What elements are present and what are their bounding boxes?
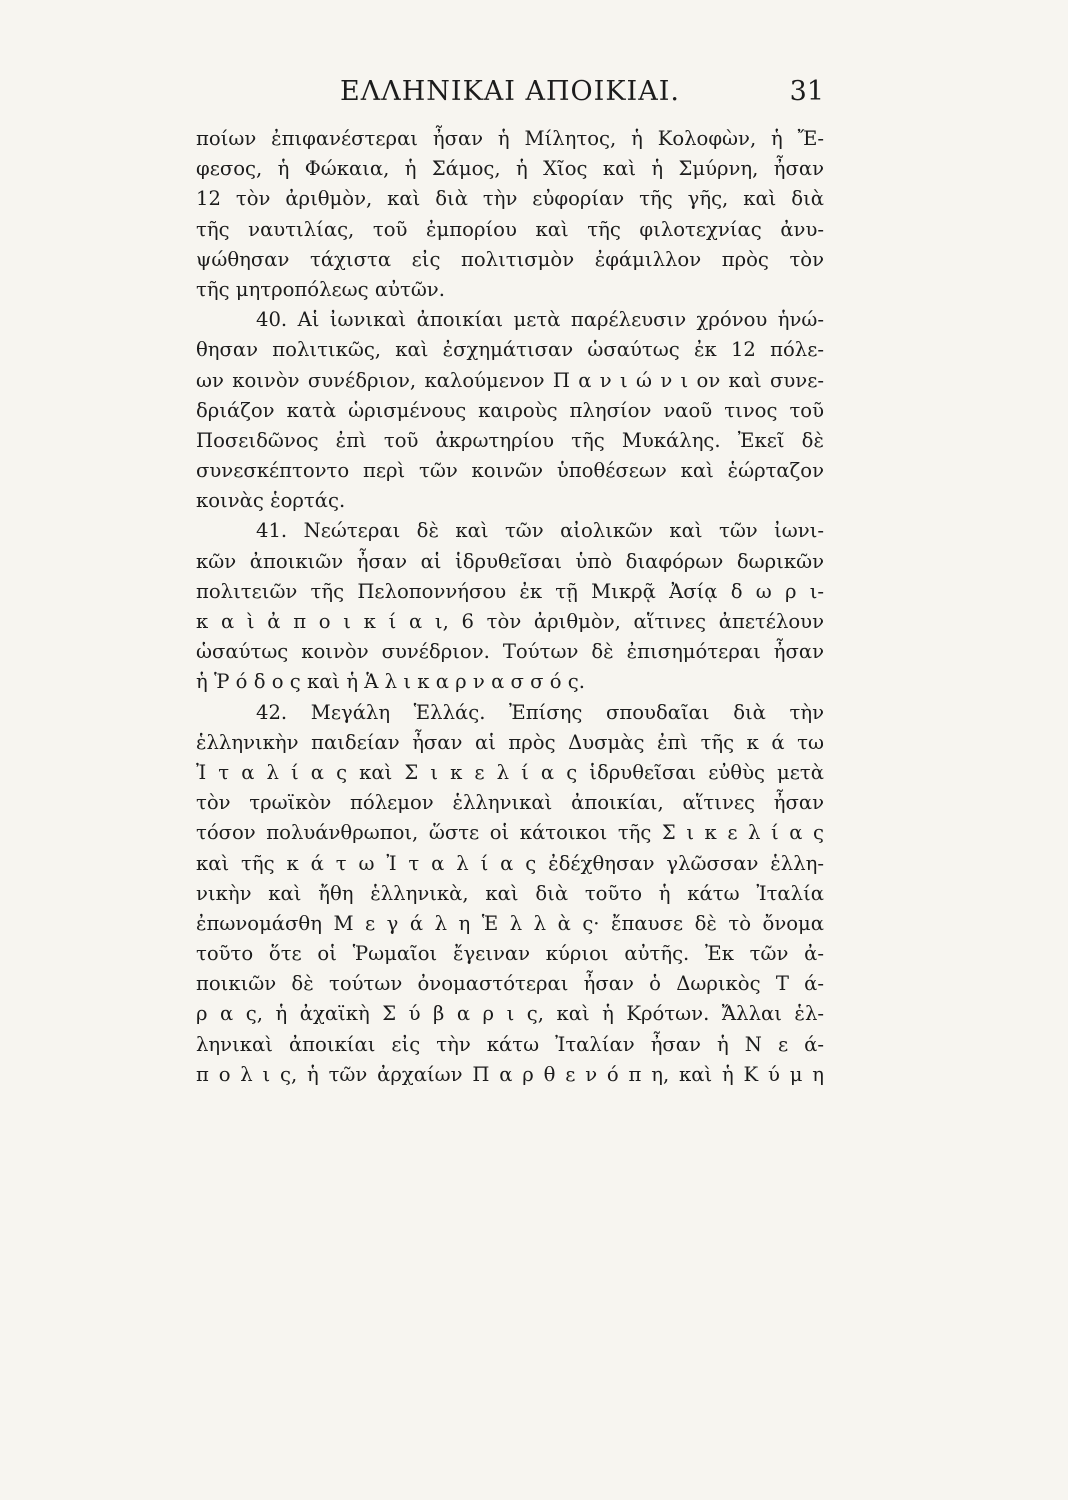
text-line: τόσον πολυάνθρωποι, ὥστε οἱ κάτοικοι τῆς Σ ι κ ε λ ί α ς bbox=[196, 821, 824, 845]
text-line: τὸν τρωϊκὸν πόλεμον ἑλληνικαὶ ἀποικίαι, αἵτινες ἦσαν bbox=[196, 791, 824, 815]
text-line: κ α ὶ ἀ π ο ι κ ί α ι, 6 τὸν ἀριθμὸν, αἵτινες ἀπετέλουν bbox=[196, 610, 824, 633]
page-number: 31 bbox=[789, 76, 824, 107]
text-line: π ο λ ι ς, ἡ τῶν ἀρχαίων Π α ρ θ ε ν ό π η, καὶ ἡ Κ ύ μ η bbox=[196, 1062, 824, 1086]
text-line: ὡσαύτως κοινὸν συνέδριον. Τούτων δὲ ἐπισημότεραι ἦσαν bbox=[196, 640, 824, 664]
text-line: τῆς μητροπόλεως αὐτῶν. bbox=[196, 277, 445, 301]
text-line: ρ α ς, ἡ ἀχαϊκὴ Σ ύ β α ρ ι ς, καὶ ἡ Κρότων. Ἄλλαι ἑλ- bbox=[196, 1002, 824, 1026]
text-line: δριάζον κατὰ ὡρισμένους καιροὺς πλησίον ναοῦ τινος τοῦ bbox=[196, 398, 824, 422]
text-line: τοῦτο ὅτε οἱ Ῥωμαῖοι ἔγειναν κύριοι αὐτῆς. Ἐκ τῶν ἀ- bbox=[196, 942, 824, 966]
text-line: θησαν πολιτικῶς, καὶ ἐσχημάτισαν ὡσαύτως ἐκ 12 πόλε- bbox=[196, 338, 824, 362]
paragraph-42-start: 42. Μεγάλη Ἑλλάς. Ἐπίσης σπουδαῖαι διὰ τὴν bbox=[256, 700, 824, 724]
text-line: κοινὰς ἑορτάς. bbox=[196, 489, 346, 513]
text-line: πολιτειῶν τῆς Πελοποννήσου ἐκ τῇ Μικρᾷ Ἀσίᾳ δ ω ρ ι- bbox=[196, 579, 824, 603]
text-line: ληνικαὶ ἀποικίαι εἰς τὴν κάτω Ἰταλίαν ἦσαν ἡ Ν ε ά- bbox=[196, 1032, 824, 1056]
text-line: ἐπωνομάσθη Μ ε γ ά λ η Ἑ λ λ ὰ ς· ἔπαυσε δὲ τὸ ὄνομα bbox=[196, 911, 824, 935]
text-line: Ἰ τ α λ ί α ς καὶ Σ ι κ ε λ ί α ς ἱδρυθεῖσαι εὐθὺς μετὰ bbox=[196, 760, 824, 784]
paragraph-40-start: 40. Αἱ ἰωνικαὶ ἀποικίαι μετὰ παρέλευσιν χρόνου ἡνώ- bbox=[256, 308, 824, 332]
paragraph-41-start: 41. Νεώτεραι δὲ καὶ τῶν αἰολικῶν καὶ τῶν ἰωνι- bbox=[256, 519, 824, 543]
text-line: ψώθησαν τάχιστα εἰς πολιτισμὸν ἐφάμιλλον πρὸς τὸν bbox=[196, 247, 824, 271]
text-line: καὶ τῆς κ ά τ ω Ἰ τ α λ ί α ς ἐδέχθησαν γλῶσσαν ἑλλη- bbox=[196, 851, 824, 875]
running-head bbox=[196, 72, 824, 112]
text-line: συνεσκέπτοντο περὶ τῶν κοινῶν ὑποθέσεων καὶ ἑώρταζον bbox=[196, 459, 824, 483]
body-text bbox=[196, 124, 824, 1090]
running-title: ΕΛΛΗΝΙΚΑΙ ΑΠΟΙΚΙΑΙ. bbox=[340, 76, 680, 107]
text-line: Ποσειδῶνος ἐπὶ τοῦ ἀκρωτηρίου τῆς Μυκάλης. Ἐκεῖ δὲ bbox=[196, 428, 824, 452]
text-line: ἑλληνικὴν παιδείαν ἦσαν αἱ πρὸς Δυσμὰς ἐπὶ τῆς κ ά τω bbox=[196, 730, 824, 754]
text-line: κῶν ἀποικιῶν ἦσαν αἱ ἱδρυθεῖσαι ὑπὸ διαφόρων δωρικῶν bbox=[196, 549, 824, 573]
text-line: 12 τὸν ἀριθμὸν, καὶ διὰ τὴν εὐφορίαν τῆς γῆς, καὶ διὰ bbox=[196, 187, 824, 211]
text-line: φεσος, ἡ Φώκαια, ἡ Σάμος, ἡ Χῖος καὶ ἡ Σμύρνη, ἦσαν bbox=[196, 157, 824, 181]
text-line: ποικιῶν δὲ τούτων ὀνομαστότεραι ἦσαν ὁ Δωρικὸς Τ ά- bbox=[196, 972, 824, 996]
text-line: νικὴν καὶ ἤθη ἑλληνικὰ, καὶ διὰ τοῦτο ἡ κάτω Ἰταλία bbox=[196, 881, 824, 905]
text-line: ἡ Ῥ ό δ ο ς καὶ ἡ Ἁ λ ι κ α ρ ν α σ σ ό ς. bbox=[196, 670, 585, 694]
text-line: ποίων ἐπιφανέστεραι ἦσαν ἡ Μίλητος, ἡ Κολοφὼν, ἡ Ἔ- bbox=[196, 127, 824, 150]
text-line: ων κοινὸν συνέδριον, καλούμενον Π α ν ι ώ ν ι ον καὶ συνε- bbox=[196, 368, 824, 392]
text-line: τῆς ναυτιλίας, τοῦ ἐμπορίου καὶ τῆς φιλοτεχνίας ἀνυ- bbox=[196, 217, 824, 241]
